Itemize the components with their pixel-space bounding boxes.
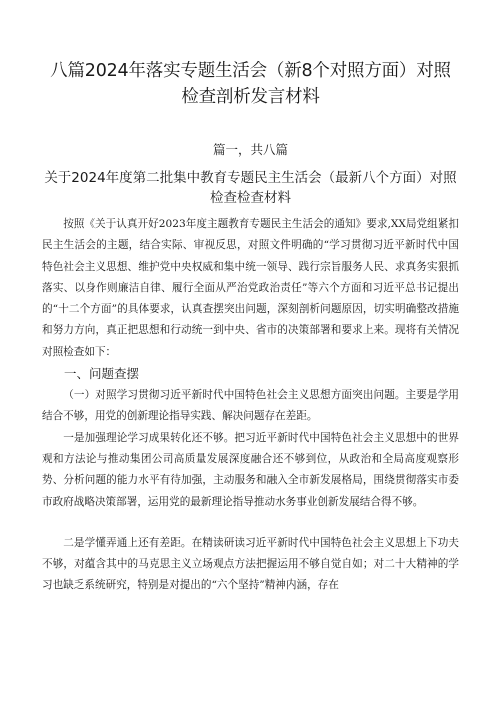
- part-label: 篇一，共八篇: [212, 142, 288, 157]
- item-paragraph: （一）对照学习贯彻习近平新时代中国特色社会主义思想方面突出问题。主要是学用结合不够，用党的创新理论指导实践、解决问题存在差距。: [42, 389, 459, 423]
- document-title: 八篇2024年落实专题生活会（新8个对照方面）对照检查剖析发言材料: [50, 61, 451, 107]
- point-paragraph-two: 二是学懂弄通上还有差距。在精读研读习近平新时代中国特色社会主义思想上下功夫不够，对蕴含其中的马克思主义立场观点方法把握运用不够自觉自如；对二十大精神的学习也缺乏系统研究，特别是对提出的“六个坚持”精神内涵，存在: [42, 536, 459, 592]
- section-subtitle: 关于2024年度第二批集中教育专题民主生活会（最新八个方面）对照检查检查材料: [44, 170, 457, 206]
- section-heading: 一、问题查摆: [64, 366, 140, 382]
- intro-paragraph: 按照《关于认真开好2023年度主题教育专题民主生活会的通知》要求,XX局党组紧扣民主生活会的主题，结合实际、审视反思，对照文件明确的“学习贯彻习近平新时代中国特色社会主义思想、维护党中央权威和集中统一领导、践行宗旨服务人民、求真务实狠抓落实、以身作则廉洁自律、履行全面从严治党政治责任”等六个方面和习近平总书记提出的“十二个方面”的具体要求，认真查摆突出问题，深刻剖析问题原因，切实明确整改措施和努力方向，真正把思想和行动统一到中央、省市的决策部署和要求上来。现将有关情况对照检查如下：: [42, 218, 459, 358]
- point-paragraph-one: 一是加强理论学习成果转化还不够。把习近平新时代中国特色社会主义思想中的世界观和方法论与推动集团公司高质量发展深度融合还不够到位，从政治和全局高度观察形势、分析问题的能力水平有待加强，主动服务和融入全市新发展格局，围绕贯彻落实市委市政府战略决策部署，运用党的最新理论指导推动水务事业创新发展结合得不够。: [42, 431, 459, 508]
